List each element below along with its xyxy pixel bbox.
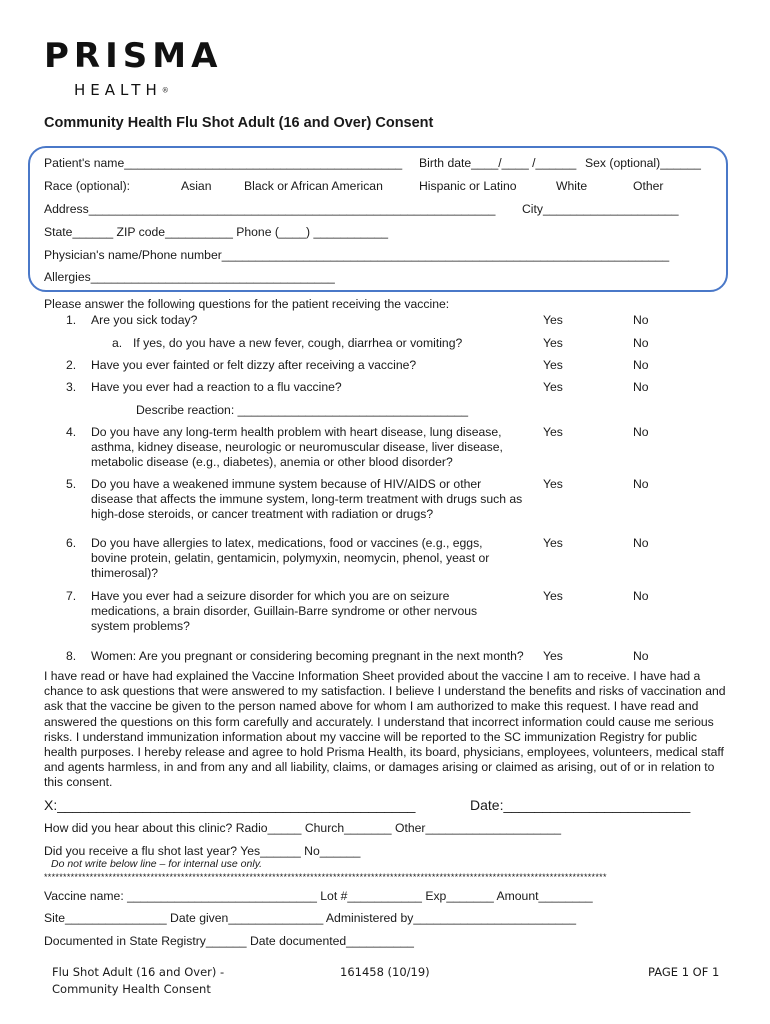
q8-number: 8. (66, 649, 77, 663)
logo-wordmark: PRISMA (44, 36, 223, 76)
internal-use-note: Do not write below line – for internal use only. (51, 858, 263, 870)
q7-no[interactable]: No (633, 589, 649, 603)
q4-number: 4. (66, 425, 77, 439)
q3-no[interactable]: No (633, 380, 649, 394)
q1a-number: a. (112, 336, 123, 350)
q6-no[interactable]: No (633, 536, 649, 550)
q7-yes[interactable]: Yes (543, 589, 563, 603)
logo-subtitle-text: HEALTH (74, 81, 162, 99)
q2-no[interactable]: No (633, 358, 649, 372)
race-option-other[interactable]: Other (633, 179, 664, 193)
q3-number: 3. (66, 380, 77, 394)
registry-field[interactable]: Documented in State Registry______ Date documented__________ (44, 934, 414, 948)
q1a-yes[interactable]: Yes (543, 336, 563, 350)
q7-number: 7. (66, 589, 77, 603)
q3-describe-field[interactable]: Describe reaction: __________________________________ (136, 403, 469, 417)
q2-yes[interactable]: Yes (543, 358, 563, 372)
q5-number: 5. (66, 477, 77, 491)
hear-about-clinic-field[interactable]: How did you hear about this clinic? Radio_____ Church_______ Other____________________ (44, 821, 562, 835)
address-field[interactable]: Address____________________________________________________________ (44, 202, 496, 216)
site-date-admin-field[interactable]: Site_______________ Date given______________ Administered by________________________ (44, 911, 576, 925)
q6-yes[interactable]: Yes (543, 536, 563, 550)
page-title: Community Health Flu Shot Adult (16 and Over) Consent (44, 115, 434, 131)
footer-form-name-line1: Flu Shot Adult (16 and Over) - (52, 965, 225, 979)
physician-field[interactable]: Physician's name/Phone number__________________________________________________________________ (44, 248, 670, 262)
birth-date-field[interactable]: Birth date____/____ /______ (419, 156, 577, 170)
q5-yes[interactable]: Yes (543, 477, 563, 491)
q4-yes[interactable]: Yes (543, 425, 563, 439)
q1-yes[interactable]: Yes (543, 313, 563, 327)
footer-form-name-line2: Community Health Consent (52, 982, 211, 996)
sex-field[interactable]: Sex (optional)______ (585, 156, 701, 170)
q1a-text: If yes, do you have a new fever, cough, diarrhea or vomiting? (133, 336, 463, 350)
signature-field[interactable]: X:______________________________________________ (44, 797, 416, 813)
q1-number: 1. (66, 313, 77, 327)
q4-no[interactable]: No (633, 425, 649, 439)
q1-text: Are you sick today? (91, 313, 198, 327)
race-option-black[interactable]: Black or African American (244, 179, 383, 193)
footer-form-number: 161458 (10/19) (340, 965, 430, 979)
q3-text: Have you ever had a reaction to a flu vaccine? (91, 380, 342, 394)
q7-text: Have you ever had a seizure disorder for which you are on seizure medications, a brain disorder, Guillain-Barre syndrome or other nervous system problems? (91, 589, 478, 634)
q3-yes[interactable]: Yes (543, 380, 563, 394)
q8-no[interactable]: No (633, 649, 649, 663)
race-option-asian[interactable]: Asian (181, 179, 212, 193)
city-field[interactable]: City____________________ (522, 202, 679, 216)
questions-intro: Please answer the following questions for the patient receiving the vaccine: (44, 297, 450, 311)
q8-text: Women: Are you pregnant or considering becoming pregnant in the next month? (91, 649, 524, 663)
race-option-white[interactable]: White (556, 179, 588, 193)
flu-shot-last-year-field[interactable]: Did you receive a flu shot last year? Yes______ No______ (44, 844, 361, 858)
q5-text: Do you have a weakened immune system because of HIV/AIDS or other disease that affects the immune system, long-term treatment with drugs such as high-dose steroids, or cancer treatment with radiation or drugs? (91, 477, 523, 522)
state-zip-phone-field[interactable]: State______ ZIP code__________ Phone (____) ___________ (44, 225, 389, 239)
allergies-field[interactable]: Allergies____________________________________ (44, 270, 335, 284)
signature-date-field[interactable]: Date:________________________ (470, 797, 691, 813)
logo-subtitle (74, 81, 169, 99)
registered-mark: ® (161, 86, 169, 95)
divider-line: **************************************************************************************************************************************************** (44, 872, 607, 882)
q6-number: 6. (66, 536, 77, 550)
race-label: Race (optional): (44, 179, 131, 193)
q6-text: Do you have allergies to latex, medications, food or vaccines (e.g., eggs, bovine protein, gelatin, gentamicin, polymyxin, neomycin, phenol, yeast or thimerosal)? (91, 536, 490, 581)
q5-no[interactable]: No (633, 477, 649, 491)
q8-yes[interactable]: Yes (543, 649, 563, 663)
race-option-hispanic[interactable]: Hispanic or Latino (419, 179, 517, 193)
q2-number: 2. (66, 358, 77, 372)
q1-no[interactable]: No (633, 313, 649, 327)
patient-name-field[interactable]: Patient's name_________________________________________ (44, 156, 403, 170)
q1a-no[interactable]: No (633, 336, 649, 350)
q2-text: Have you ever fainted or felt dizzy after receiving a vaccine? (91, 358, 417, 372)
consent-paragraph: I have read or have had explained the Vaccine Information Sheet provided about the vaccine I am to receive. I have had a chance to ask questions that were answered to my satisfaction. I believe I understand the benefits and risks of vaccination and ask that the vaccine be given to the person named above for whom I am authorized to make this request. I have read and answered the questions on this form carefully and accurately. I understand that incorrect information could cause me serious risks. I understand immunization information about my vaccine will be reported to the SC immunization Registry for public health purposes. I hereby release and agree to hold Prisma Health, its board, physicians, employees, volunteers, medical staff and agents harmless, in and from any and all liability, claims, or damages arising or claimed as arising, out of or in relation to this consent. (44, 669, 726, 790)
footer-page-number: PAGE 1 OF 1 (648, 965, 720, 979)
q4-text: Do you have any long-term health problem with heart disease, lung disease, asthma, kidney disease, neurologic or neuromuscular disease, liver disease, metabolic disease (e.g., diabetes), anemia or other blood disorder? (91, 425, 503, 470)
vaccine-info-field[interactable]: Vaccine name: ____________________________ Lot #___________ Exp_______ Amount________ (44, 889, 593, 903)
